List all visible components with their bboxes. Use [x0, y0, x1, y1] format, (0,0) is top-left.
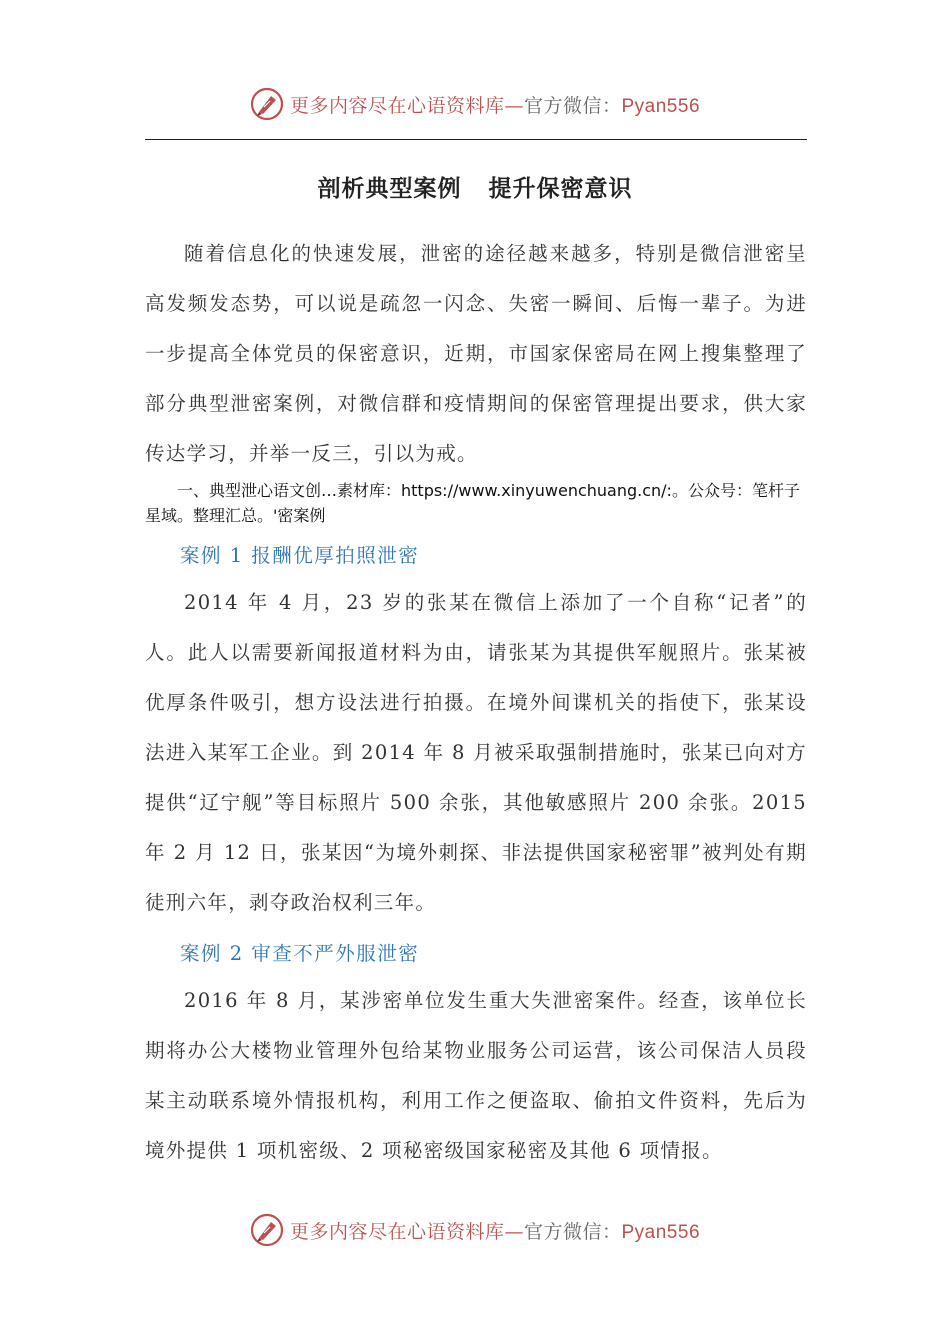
banner-dash: — [504, 94, 524, 117]
case2-paragraph: 2016 年 8 月，某涉密单位发生重大失泄密案件。经查，该单位长期将办公大楼物业管理外包给某物业服务公司运营，该公司保洁人员段某主动联系境外情报机构，利用工作之便盗取、偷拍文件资料，先后为境外提供 1 项机密级、2 项秘密级国家秘密及其他 6 项情报。 [145, 989, 807, 1162]
case1-section [145, 578, 807, 928]
page-title: 剖析典型案例 提升保密意识 [317, 176, 633, 202]
banner-label: 官方微信： [523, 1220, 622, 1243]
case2-section [145, 976, 807, 1176]
case1-heading: 案例 1 报酬优厚拍照泄密 [180, 544, 420, 567]
banner-text [290, 91, 700, 118]
pen-nib-logo-icon [250, 1213, 284, 1247]
pen-nib-logo-icon [250, 87, 284, 121]
header-divider [145, 139, 807, 140]
banner-dash: — [504, 1220, 524, 1243]
intro-section [145, 229, 807, 479]
banner-id: Pyan556 [621, 1221, 701, 1243]
banner-id: Pyan556 [621, 95, 701, 117]
banner-text [290, 1217, 700, 1244]
intro-paragraph: 随着信息化的快速发展，泄密的途径越来越多，特别是微信泄密呈高发频发态势，可以说是疏忽一闪念、失密一瞬间、后悔一辈子。为进一步提高全体党员的保密意识，近期，市国家保密局在网上搜集整理了部分典型泄密案例，对微信群和疫情期间的保密管理提出要求，供大家传达学习，并举一反三，引以为戒。 [145, 242, 807, 465]
banner-label: 官方微信： [523, 94, 622, 117]
footer-banner [0, 1208, 950, 1252]
case2-heading: 案例 2 审查不严外服泄密 [180, 942, 420, 965]
case1-paragraph: 2014 年 4 月，23 岁的张某在微信上添加了一个自称“记者”的人。此人以需要新闻报道材料为由，请张某为其提供军舰照片。张某被优厚条件吸引，想方设法进行拍摄。在境外间谍机关的指使下，张某设法进入某军工企业。到 2014 年 8 月被采取强制措施时，张某已向对方提供“辽宁舰”等目标照片 500 余张，其他敏感照片 200 余张。2015 年 2 月 12 日，张某因“为境外刺探、非法提供国家秘密罪”被判处有期徒刑六年，剥夺政治权利三年。 [145, 591, 807, 914]
banner-main-text: 更多内容尽在心语资料库 [289, 1220, 505, 1243]
section-heading: 一、典型泄心语文创…素材库：https://www.xinyuwenchuang.cn/:。公众号：笔杆子星域。整理汇总。'密案例 [145, 481, 800, 525]
banner-main-text: 更多内容尽在心语资料库 [289, 94, 505, 117]
header-banner [0, 82, 950, 126]
